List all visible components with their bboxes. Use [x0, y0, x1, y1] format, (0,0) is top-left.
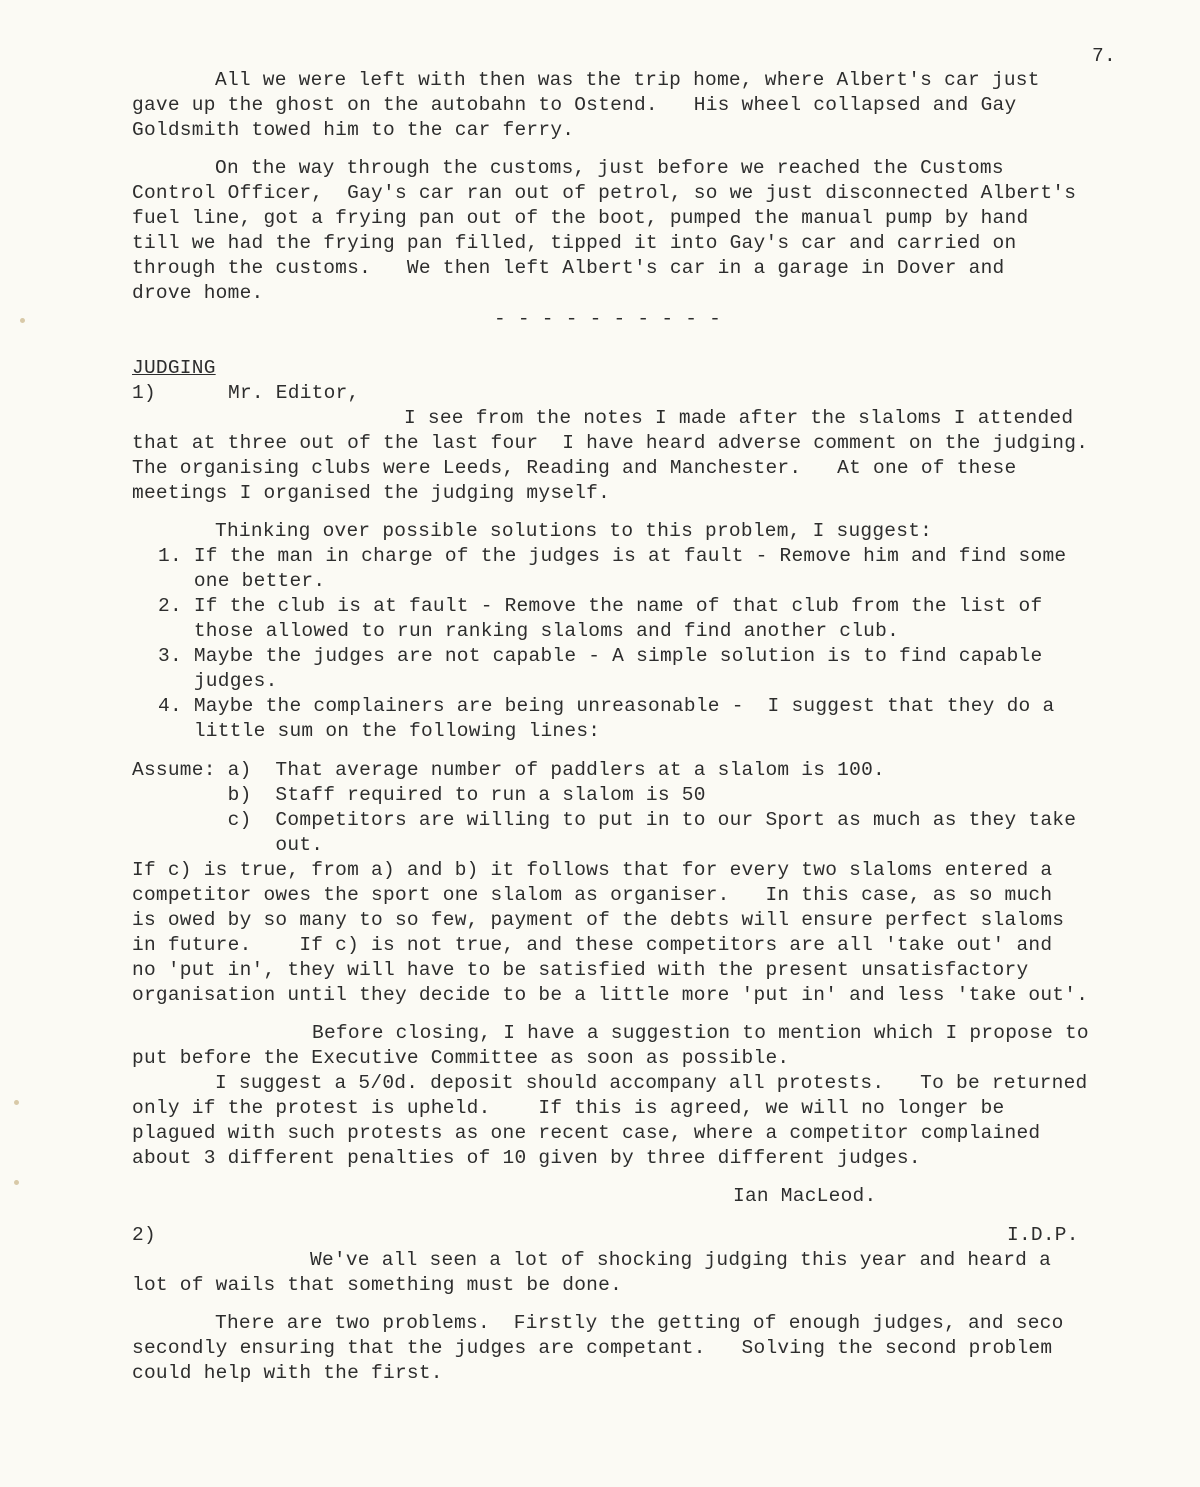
- assume-line: c) Competitors are willing to put in to our Sport as much as they take: [132, 809, 1077, 831]
- conclusion-line: If c) is true, from a) and b) it follows that for every two slaloms entered a: [132, 859, 1053, 881]
- deposit-line: plagued with such protests as one recent case, where a competitor complained: [132, 1122, 1041, 1144]
- judging-heading: JUDGING: [132, 357, 216, 379]
- letter1-number: 1): [132, 382, 156, 404]
- suggestion-line: judges.: [158, 670, 278, 692]
- problems-line: could help with the first.: [132, 1362, 443, 1384]
- customs-line: fuel line, got a frying pan out of the boot, pumped the manual pump by hand: [132, 207, 1029, 229]
- letter1-salutation: Mr. Editor,: [228, 382, 360, 404]
- conclusion-line: no 'put in', they will have to be satisfied with the present unsatisfactory: [132, 959, 1029, 981]
- closing-line: put before the Executive Committee as soon as possible.: [132, 1047, 790, 1069]
- suggestion-line: 1. If the man in charge of the judges is at fault - Remove him and find some: [158, 545, 1067, 567]
- trip-home-line: Goldsmith towed him to the car ferry.: [132, 119, 575, 141]
- paper-speck: [14, 1180, 19, 1185]
- letter1-intro-line: The organising clubs were Leeds, Reading and Manchester. At one of these: [132, 457, 1017, 479]
- section-separator: - - - - - - - - - -: [494, 308, 722, 330]
- letter2-number: 2): [132, 1224, 156, 1246]
- assume-line: b) Staff required to run a slalom is 50: [132, 784, 706, 806]
- assume-line: Assume: a) That average number of paddlers at a slalom is 100.: [132, 759, 885, 781]
- deposit-line: I suggest a 5/0d. deposit should accompany all protests. To be returned: [215, 1072, 1088, 1094]
- deposit-line: about 3 different penalties of 10 given by three different judges.: [132, 1147, 921, 1169]
- conclusion-line: is owed by so many to so few, payment of the debts will ensure perfect slaloms: [132, 909, 1065, 931]
- assume-line: out.: [132, 834, 324, 856]
- suggestion-line: little sum on the following lines:: [158, 720, 601, 742]
- deposit-line: only if the protest is upheld. If this is agreed, we will no longer be: [132, 1097, 1005, 1119]
- customs-line: drove home.: [132, 282, 264, 304]
- suggestion-line: 4. Maybe the complainers are being unreasonable - I suggest that they do a: [158, 695, 1055, 717]
- conclusion-line: competitor owes the sport one slalom as organiser. In this case, as so much: [132, 884, 1053, 906]
- customs-line: On the way through the customs, just before we reached the Customs: [215, 157, 1004, 179]
- letter1-intro-line: I see from the notes I made after the slaloms I attended: [404, 407, 1074, 429]
- letter2-intro-line: We've all seen a lot of shocking judging this year and heard a: [310, 1249, 1052, 1271]
- customs-line: till we had the frying pan filled, tipped it into Gay's car and carried on: [132, 232, 1017, 254]
- suggestion-line: those allowed to run ranking slaloms and find another club.: [158, 620, 900, 642]
- conclusion-line: organisation until they decide to be a little more 'put in' and less 'take out'.: [132, 984, 1089, 1006]
- trip-home-line: gave up the ghost on the autobahn to Ostend. His wheel collapsed and Gay: [132, 94, 1017, 116]
- letter2-initials: I.D.P.: [1007, 1224, 1079, 1246]
- letter1-intro-line: meetings I organised the judging myself.: [132, 482, 611, 504]
- letter1-signature: Ian MacLeod.: [733, 1185, 877, 1207]
- suggestion-line: one better.: [158, 570, 326, 592]
- closing-line: Before closing, I have a suggestion to mention which I propose to: [312, 1022, 1089, 1044]
- suggestion-line: 2. If the club is at fault - Remove the name of that club from the list of: [158, 595, 1043, 617]
- conclusion-line: in future. If c) is not true, and these competitors are all 'take out' and: [132, 934, 1053, 956]
- paper-speck: [14, 1100, 19, 1105]
- letter2-intro-line: lot of wails that something must be done.: [132, 1274, 623, 1296]
- customs-line: through the customs. We then left Albert's car in a garage in Dover and: [132, 257, 1005, 279]
- customs-line: Control Officer, Gay's car ran out of petrol, so we just disconnected Albert's: [132, 182, 1077, 204]
- letter1-thinking: Thinking over possible solutions to this problem, I suggest:: [215, 520, 933, 542]
- suggestion-line: 3. Maybe the judges are not capable - A simple solution is to find capable: [158, 645, 1043, 667]
- letter1-intro-line: that at three out of the last four I have heard adverse comment on the judging.: [132, 432, 1089, 454]
- paper-speck: [20, 318, 25, 323]
- page-number: 7.: [1092, 45, 1116, 67]
- problems-line: There are two problems. Firstly the getting of enough judges, and seco: [215, 1312, 1064, 1334]
- problems-line: secondly ensuring that the judges are competant. Solving the second problem: [132, 1337, 1053, 1359]
- trip-home-line: All we were left with then was the trip home, where Albert's car just: [215, 69, 1040, 91]
